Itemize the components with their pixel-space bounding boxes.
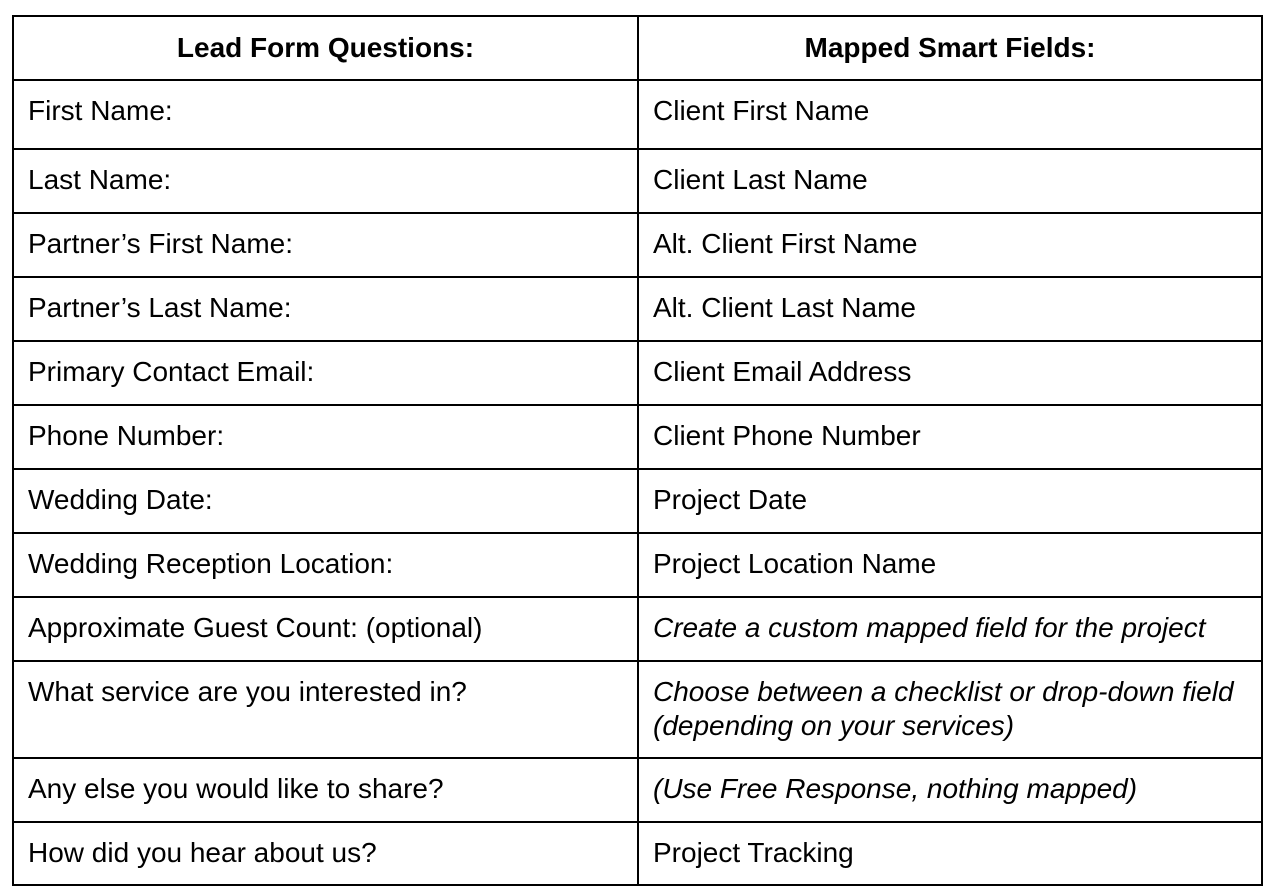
mapped-field-cell: Project Tracking — [638, 822, 1262, 885]
header-mapped-smart-fields: Mapped Smart Fields: — [638, 16, 1262, 80]
table-row — [13, 405, 1262, 469]
mapped-field-cell: Client First Name — [638, 80, 1262, 149]
table-row — [13, 341, 1262, 405]
mapping-table — [12, 15, 1263, 886]
table-row — [13, 758, 1262, 822]
question-cell: Partner’s First Name: — [13, 213, 638, 277]
question-cell: How did you hear about us? — [13, 822, 638, 885]
table-row — [13, 469, 1262, 533]
mapped-field-cell: Client Last Name — [638, 149, 1262, 213]
header-lead-form-questions: Lead Form Questions: — [13, 16, 638, 80]
table-body — [13, 80, 1262, 885]
mapped-field-cell: Client Phone Number — [638, 405, 1262, 469]
table-row — [13, 597, 1262, 661]
mapped-field-cell: Choose between a checklist or drop-down field (depending on your services) — [638, 661, 1262, 758]
table-row — [13, 822, 1262, 885]
table-header-row — [13, 16, 1262, 80]
table-row — [13, 533, 1262, 597]
table-row — [13, 213, 1262, 277]
question-cell: What service are you interested in? — [13, 661, 638, 758]
mapped-field-cell: Client Email Address — [638, 341, 1262, 405]
question-cell: Last Name: — [13, 149, 638, 213]
question-cell: Wedding Date: — [13, 469, 638, 533]
table-row — [13, 149, 1262, 213]
question-cell: Wedding Reception Location: — [13, 533, 638, 597]
table-row — [13, 661, 1262, 758]
question-cell: First Name: — [13, 80, 638, 149]
mapped-field-cell: Project Date — [638, 469, 1262, 533]
question-cell: Any else you would like to share? — [13, 758, 638, 822]
question-cell: Phone Number: — [13, 405, 638, 469]
table-row — [13, 277, 1262, 341]
mapped-field-cell: Project Location Name — [638, 533, 1262, 597]
mapped-field-cell: Create a custom mapped field for the project — [638, 597, 1262, 661]
mapped-field-cell: (Use Free Response, nothing mapped) — [638, 758, 1262, 822]
question-cell: Approximate Guest Count: (optional) — [13, 597, 638, 661]
mapped-field-cell: Alt. Client Last Name — [638, 277, 1262, 341]
table-row — [13, 80, 1262, 149]
question-cell: Partner’s Last Name: — [13, 277, 638, 341]
mapped-field-cell: Alt. Client First Name — [638, 213, 1262, 277]
question-cell: Primary Contact Email: — [13, 341, 638, 405]
